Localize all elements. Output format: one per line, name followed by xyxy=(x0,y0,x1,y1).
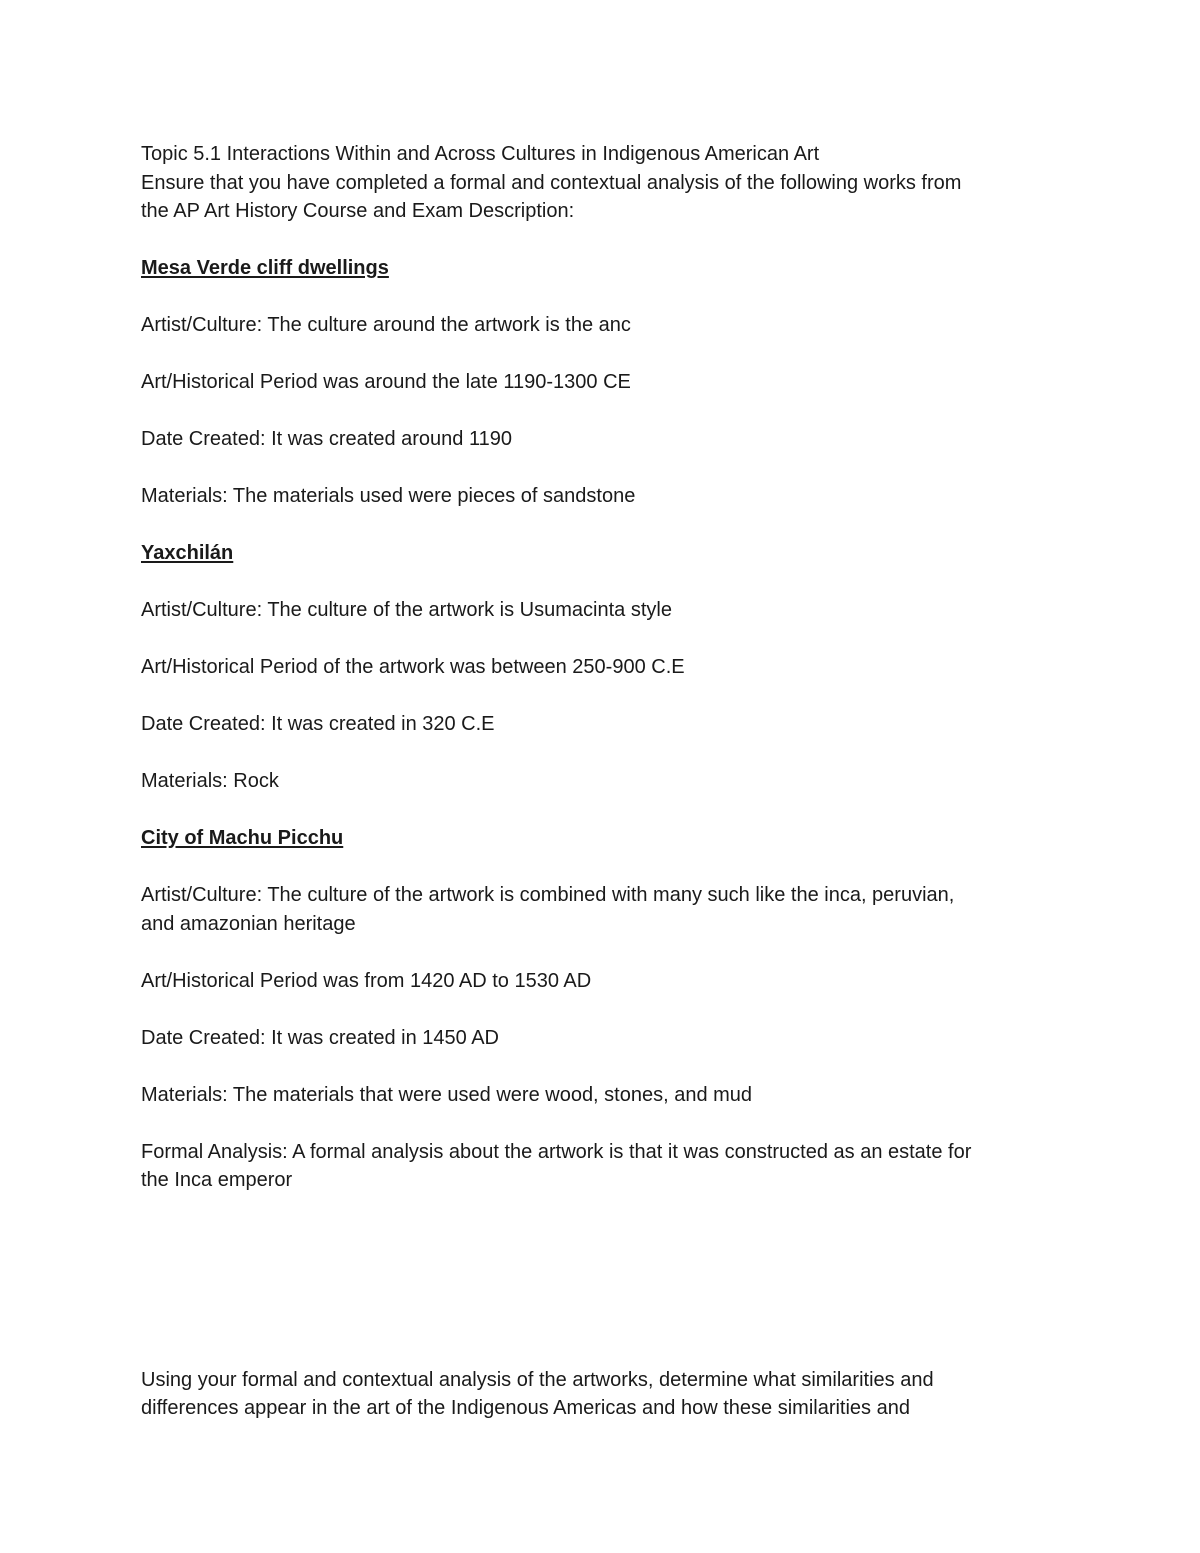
work-heading-machu-picchu: City of Machu Picchu xyxy=(141,827,344,849)
period-text: Art/Historical Period was around the late 1190-1300 CE xyxy=(141,371,631,393)
formal-analysis-text: the Inca emperor xyxy=(141,1169,293,1191)
culture-text: Artist/Culture: The culture around the artwork is the anc xyxy=(141,314,631,336)
period-text: Art/Historical Period was from 1420 AD to 1530 AD xyxy=(141,969,592,992)
materials-text: Materials: The materials used were pieces of sandstone xyxy=(141,485,636,507)
culture-text: Artist/Culture: The culture of the artwork is combined with many such like the inca, peruvian, xyxy=(141,884,955,906)
date-text: Date Created: It was created in 1450 AD xyxy=(141,1026,499,1049)
work-heading-mesa-verde: Mesa Verde cliff dwellings xyxy=(141,257,389,279)
topic-title: Topic 5.1 Interactions Within and Across Cultures in Indigenous American Art xyxy=(141,143,820,165)
work-heading-yaxchilan: Yaxchilán xyxy=(141,542,234,564)
date-text: Date Created: It was created around 1190 xyxy=(141,428,512,450)
instruction-text: Ensure that you have completed a formal and contextual analysis of the following works from xyxy=(141,171,962,194)
date-text: Date Created: It was created in 320 C.E xyxy=(141,713,495,735)
closing-prompt: Using your formal and contextual analysis of the artworks, determine what similarities and xyxy=(141,1368,934,1391)
closing-prompt: differences appear in the art of the Indigenous Americas and how these similarities and xyxy=(141,1397,910,1419)
culture-text: and amazonian heritage xyxy=(141,912,356,935)
materials-text: Materials: The materials that were used were wood, stones, and mud xyxy=(141,1083,753,1106)
culture-text: Artist/Culture: The culture of the artwork is Usumacinta style xyxy=(141,599,672,621)
instruction-text: the AP Art History Course and Exam Description: xyxy=(141,200,575,222)
materials-text: Materials: Rock xyxy=(141,770,279,792)
formal-analysis-text: Formal Analysis: A formal analysis about the artwork is that it was constructed as an estate for xyxy=(141,1140,972,1163)
period-text: Art/Historical Period of the artwork was between 250-900 C.E xyxy=(141,656,685,678)
document-page xyxy=(141,140,1061,1423)
